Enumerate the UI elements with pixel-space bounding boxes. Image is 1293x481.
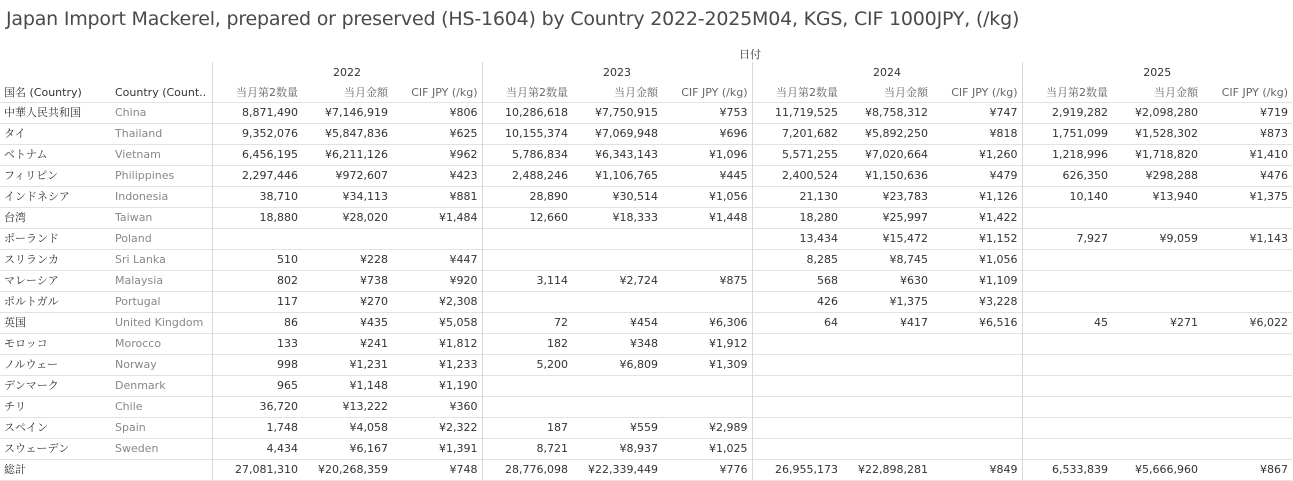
value-cell[interactable] xyxy=(1202,292,1292,313)
value-cell[interactable]: ¥18,333 xyxy=(572,208,662,229)
table-row xyxy=(0,271,1292,292)
measure-header[interactable]: CIF JPY (/kg) xyxy=(951,86,1018,99)
value-cell[interactable]: 3,114 xyxy=(482,271,572,292)
value-cell[interactable]: ¥719 xyxy=(1202,103,1292,124)
country-en-cell[interactable]: Portugal xyxy=(111,292,212,313)
value-cell[interactable]: ¥776 xyxy=(662,460,752,481)
table-row xyxy=(0,124,1292,145)
country-en-cell[interactable]: China xyxy=(111,103,212,124)
country-jp-cell[interactable]: チリ xyxy=(0,397,111,418)
value-cell[interactable]: ¥8,937 xyxy=(572,439,662,460)
table-row xyxy=(0,334,1292,355)
value-cell[interactable] xyxy=(752,355,842,376)
value-cell[interactable]: ¥3,228 xyxy=(932,292,1022,313)
value-cell[interactable]: 64 xyxy=(752,313,842,334)
value-cell[interactable]: ¥1,106,765 xyxy=(572,166,662,187)
value-cell[interactable]: ¥5,666,960 xyxy=(1112,460,1202,481)
value-cell[interactable] xyxy=(932,334,1022,355)
value-cell[interactable]: ¥6,516 xyxy=(932,313,1022,334)
value-cell[interactable]: 133 xyxy=(212,334,302,355)
value-cell[interactable]: ¥1,056 xyxy=(662,187,752,208)
value-cell[interactable]: 11,719,525 xyxy=(752,103,842,124)
value-cell[interactable] xyxy=(572,250,662,271)
value-cell[interactable]: ¥1,375 xyxy=(1202,187,1292,208)
value-cell[interactable]: ¥1,150,636 xyxy=(842,166,932,187)
country-en-cell[interactable]: Indonesia xyxy=(111,187,212,208)
value-cell[interactable] xyxy=(482,376,572,397)
value-cell[interactable]: 38,710 xyxy=(212,187,302,208)
value-cell[interactable]: 36,720 xyxy=(212,397,302,418)
measure-header[interactable]: CIF JPY (/kg) xyxy=(681,86,748,99)
crosstab-table xyxy=(0,62,1292,481)
country-en-cell[interactable]: Morocco xyxy=(111,334,212,355)
value-cell[interactable]: ¥1,143 xyxy=(1202,229,1292,250)
value-cell[interactable]: ¥1,126 xyxy=(932,187,1022,208)
country-jp-cell[interactable]: モロッコ xyxy=(0,334,111,355)
table-row xyxy=(0,355,1292,376)
measure-header[interactable]: CIF JPY (/kg) xyxy=(411,86,478,99)
country-en-cell[interactable]: Sweden xyxy=(111,439,212,460)
value-cell[interactable] xyxy=(752,334,842,355)
value-cell[interactable]: 965 xyxy=(212,376,302,397)
country-jp-cell[interactable]: 英国 xyxy=(0,313,111,334)
table-row xyxy=(0,166,1292,187)
country-en-cell[interactable]: Poland xyxy=(111,229,212,250)
value-cell[interactable]: ¥241 xyxy=(302,334,392,355)
measure-header[interactable]: 当月第2数量 xyxy=(482,84,572,103)
country-jp-cell[interactable]: スペイン xyxy=(0,418,111,439)
value-cell[interactable] xyxy=(1202,376,1292,397)
value-cell[interactable]: 28,890 xyxy=(482,187,572,208)
value-cell[interactable]: ¥2,308 xyxy=(392,292,482,313)
value-cell[interactable] xyxy=(752,418,842,439)
column-header-country-jp[interactable]: 国名 (Country) xyxy=(4,86,82,99)
country-jp-cell[interactable]: スウェーデン xyxy=(0,439,111,460)
value-cell[interactable]: ¥271 xyxy=(1112,313,1202,334)
value-cell[interactable]: ¥747 xyxy=(932,103,1022,124)
value-cell[interactable]: 426 xyxy=(752,292,842,313)
value-cell[interactable] xyxy=(1022,397,1112,418)
value-cell[interactable] xyxy=(482,229,572,250)
year-header-row xyxy=(0,62,1292,84)
value-cell[interactable]: ¥873 xyxy=(1202,124,1292,145)
value-cell[interactable]: ¥34,113 xyxy=(302,187,392,208)
value-cell[interactable] xyxy=(842,355,932,376)
value-cell[interactable]: 2,488,246 xyxy=(482,166,572,187)
value-cell[interactable] xyxy=(1022,292,1112,313)
value-cell[interactable]: 10,155,374 xyxy=(482,124,572,145)
table-row xyxy=(0,397,1292,418)
value-cell[interactable]: 2,297,446 xyxy=(212,166,302,187)
value-cell[interactable]: ¥8,758,312 xyxy=(842,103,932,124)
value-cell[interactable] xyxy=(1202,271,1292,292)
value-cell[interactable] xyxy=(482,397,572,418)
value-cell[interactable] xyxy=(1112,208,1202,229)
measure-header-row xyxy=(0,84,1292,103)
grand-total-row xyxy=(0,460,1292,481)
value-cell[interactable] xyxy=(1202,397,1292,418)
value-cell[interactable]: ¥1,448 xyxy=(662,208,752,229)
value-cell[interactable]: ¥13,222 xyxy=(302,397,392,418)
value-cell[interactable] xyxy=(752,397,842,418)
value-cell[interactable]: 568 xyxy=(752,271,842,292)
value-cell[interactable]: ¥881 xyxy=(392,187,482,208)
value-cell[interactable]: ¥454 xyxy=(572,313,662,334)
value-cell[interactable]: 10,140 xyxy=(1022,187,1112,208)
year-header: 2024 xyxy=(752,62,1022,84)
value-cell[interactable] xyxy=(1022,439,1112,460)
country-jp-cell[interactable]: ポーランド xyxy=(0,229,111,250)
value-cell[interactable]: ¥1,233 xyxy=(392,355,482,376)
value-cell[interactable] xyxy=(572,292,662,313)
country-jp-cell[interactable]: インドネシア xyxy=(0,187,111,208)
measure-header[interactable]: CIF JPY (/kg) xyxy=(1221,86,1288,99)
value-cell[interactable]: ¥1,718,820 xyxy=(1112,145,1202,166)
country-jp-cell[interactable]: マレーシア xyxy=(0,271,111,292)
value-cell[interactable] xyxy=(1022,376,1112,397)
value-cell[interactable]: ¥1,410 xyxy=(1202,145,1292,166)
value-cell[interactable]: 7,201,682 xyxy=(752,124,842,145)
value-cell[interactable]: 6,456,195 xyxy=(212,145,302,166)
value-cell[interactable]: ¥4,058 xyxy=(302,418,392,439)
country-en-cell[interactable]: Sri Lanka xyxy=(111,250,212,271)
value-cell[interactable]: 510 xyxy=(212,250,302,271)
measure-header[interactable]: 当月金額 xyxy=(1154,86,1198,99)
table-body xyxy=(0,103,1292,481)
value-cell[interactable]: 2,919,282 xyxy=(1022,103,1112,124)
value-cell[interactable] xyxy=(1022,271,1112,292)
value-cell[interactable] xyxy=(1112,418,1202,439)
value-cell[interactable]: 8,721 xyxy=(482,439,572,460)
value-cell[interactable]: ¥1,056 xyxy=(932,250,1022,271)
country-en-cell[interactable]: Norway xyxy=(111,355,212,376)
value-cell[interactable]: ¥7,750,915 xyxy=(572,103,662,124)
value-cell[interactable]: ¥625 xyxy=(392,124,482,145)
value-cell[interactable] xyxy=(1112,439,1202,460)
value-cell[interactable] xyxy=(1022,250,1112,271)
value-cell[interactable]: ¥1,096 xyxy=(662,145,752,166)
value-cell[interactable]: 182 xyxy=(482,334,572,355)
value-cell[interactable]: 18,280 xyxy=(752,208,842,229)
value-cell[interactable]: 802 xyxy=(212,271,302,292)
country-jp-cell[interactable]: タイ xyxy=(0,124,111,145)
value-cell[interactable] xyxy=(1022,334,1112,355)
table-row xyxy=(0,229,1292,250)
value-cell[interactable] xyxy=(662,229,752,250)
value-cell[interactable]: 998 xyxy=(212,355,302,376)
value-cell[interactable]: 9,352,076 xyxy=(212,124,302,145)
value-cell[interactable]: ¥445 xyxy=(662,166,752,187)
value-cell[interactable]: ¥28,020 xyxy=(302,208,392,229)
value-cell[interactable]: ¥30,514 xyxy=(572,187,662,208)
country-jp-cell[interactable]: デンマーク xyxy=(0,376,111,397)
value-cell[interactable]: ¥2,989 xyxy=(662,418,752,439)
value-cell[interactable]: ¥6,809 xyxy=(572,355,662,376)
measure-header[interactable]: 当月金額 xyxy=(884,86,928,99)
value-cell[interactable]: 1,218,996 xyxy=(1022,145,1112,166)
value-cell[interactable] xyxy=(302,229,392,250)
table-row xyxy=(0,439,1292,460)
table-row xyxy=(0,208,1292,229)
country-jp-cell[interactable]: フィリピン xyxy=(0,166,111,187)
value-cell[interactable]: ¥8,745 xyxy=(842,250,932,271)
country-en-cell[interactable]: Spain xyxy=(111,418,212,439)
value-cell[interactable]: ¥15,472 xyxy=(842,229,932,250)
value-cell[interactable]: ¥559 xyxy=(572,418,662,439)
page-title: Japan Import Mackerel, prepared or preserved (HS-1604) by Country 2022-2025M04, KGS, CIF 1000JPY, (/kg) xyxy=(6,8,1020,30)
value-cell[interactable]: ¥818 xyxy=(932,124,1022,145)
value-cell[interactable]: ¥417 xyxy=(842,313,932,334)
value-cell[interactable]: ¥348 xyxy=(572,334,662,355)
value-cell[interactable] xyxy=(1202,208,1292,229)
value-cell[interactable] xyxy=(1112,355,1202,376)
country-jp-cell[interactable]: スリランカ xyxy=(0,250,111,271)
table-row xyxy=(0,313,1292,334)
value-cell[interactable] xyxy=(212,229,302,250)
value-cell[interactable]: ¥479 xyxy=(932,166,1022,187)
value-cell[interactable]: ¥7,020,664 xyxy=(842,145,932,166)
value-cell[interactable] xyxy=(842,397,932,418)
value-cell[interactable]: 12,660 xyxy=(482,208,572,229)
value-cell[interactable]: ¥476 xyxy=(1202,166,1292,187)
value-cell[interactable] xyxy=(1112,334,1202,355)
value-cell[interactable]: ¥13,940 xyxy=(1112,187,1202,208)
value-cell[interactable] xyxy=(662,397,752,418)
value-cell[interactable]: ¥6,167 xyxy=(302,439,392,460)
value-cell[interactable]: 1,748 xyxy=(212,418,302,439)
value-cell[interactable]: ¥7,146,919 xyxy=(302,103,392,124)
value-cell[interactable]: 45 xyxy=(1022,313,1112,334)
value-cell[interactable]: ¥1,152 xyxy=(932,229,1022,250)
value-cell[interactable]: ¥920 xyxy=(392,271,482,292)
value-cell[interactable] xyxy=(662,292,752,313)
value-cell[interactable]: 28,776,098 xyxy=(482,460,572,481)
value-cell[interactable] xyxy=(932,418,1022,439)
value-cell[interactable]: ¥22,339,449 xyxy=(572,460,662,481)
value-cell[interactable] xyxy=(1022,355,1112,376)
measure-header[interactable]: 当月金額 xyxy=(614,86,658,99)
value-cell[interactable]: ¥228 xyxy=(302,250,392,271)
country-en-cell[interactable]: Chile xyxy=(111,397,212,418)
country-en-cell[interactable]: United Kingdom xyxy=(111,313,212,334)
value-cell[interactable] xyxy=(572,229,662,250)
value-cell[interactable]: ¥1,422 xyxy=(932,208,1022,229)
table-row xyxy=(0,376,1292,397)
value-cell[interactable] xyxy=(1202,439,1292,460)
value-cell[interactable] xyxy=(752,376,842,397)
table-row xyxy=(0,250,1292,271)
value-cell[interactable]: ¥1,391 xyxy=(392,439,482,460)
value-cell[interactable]: ¥1,375 xyxy=(842,292,932,313)
value-cell[interactable]: ¥849 xyxy=(932,460,1022,481)
value-cell[interactable] xyxy=(932,397,1022,418)
country-en-cell[interactable]: Denmark xyxy=(111,376,212,397)
value-cell[interactable]: 8,871,490 xyxy=(212,103,302,124)
value-cell[interactable] xyxy=(572,397,662,418)
value-cell[interactable] xyxy=(1202,355,1292,376)
value-cell[interactable]: ¥298,288 xyxy=(1112,166,1202,187)
value-cell[interactable]: ¥1,528,302 xyxy=(1112,124,1202,145)
value-cell[interactable]: 8,285 xyxy=(752,250,842,271)
value-cell[interactable]: ¥25,997 xyxy=(842,208,932,229)
value-cell[interactable]: ¥20,268,359 xyxy=(302,460,392,481)
value-cell[interactable] xyxy=(1202,418,1292,439)
value-cell[interactable]: 7,927 xyxy=(1022,229,1112,250)
value-cell[interactable]: 2,400,524 xyxy=(752,166,842,187)
year-header: 2025 xyxy=(1022,62,1292,84)
value-cell[interactable]: 10,286,618 xyxy=(482,103,572,124)
value-cell[interactable]: 13,434 xyxy=(752,229,842,250)
value-cell[interactable]: ¥696 xyxy=(662,124,752,145)
value-cell[interactable] xyxy=(1112,271,1202,292)
value-cell[interactable] xyxy=(392,229,482,250)
value-cell[interactable]: ¥875 xyxy=(662,271,752,292)
value-cell[interactable] xyxy=(1202,334,1292,355)
value-cell[interactable]: ¥1,109 xyxy=(932,271,1022,292)
value-cell[interactable]: 18,880 xyxy=(212,208,302,229)
value-cell[interactable] xyxy=(1112,292,1202,313)
country-en-cell[interactable]: Malaysia xyxy=(111,271,212,292)
value-cell[interactable]: ¥1,812 xyxy=(392,334,482,355)
value-cell[interactable]: ¥6,306 xyxy=(662,313,752,334)
value-cell[interactable] xyxy=(482,292,572,313)
measure-header[interactable]: 当月第2数量 xyxy=(752,84,842,103)
value-cell[interactable] xyxy=(1112,250,1202,271)
value-cell[interactable]: ¥2,098,280 xyxy=(1112,103,1202,124)
value-cell[interactable]: ¥2,724 xyxy=(572,271,662,292)
value-cell[interactable] xyxy=(932,439,1022,460)
value-cell[interactable] xyxy=(572,376,662,397)
value-cell[interactable] xyxy=(932,376,1022,397)
country-en-cell[interactable]: Philippines xyxy=(111,166,212,187)
value-cell[interactable]: ¥270 xyxy=(302,292,392,313)
value-cell[interactable]: ¥5,892,250 xyxy=(842,124,932,145)
value-cell[interactable] xyxy=(482,250,572,271)
value-cell[interactable]: ¥6,022 xyxy=(1202,313,1292,334)
value-cell[interactable]: ¥1,260 xyxy=(932,145,1022,166)
table-row xyxy=(0,418,1292,439)
column-header-country-en[interactable]: Country (Count.. xyxy=(115,86,207,99)
value-cell[interactable]: ¥867 xyxy=(1202,460,1292,481)
value-cell[interactable]: 5,571,255 xyxy=(752,145,842,166)
value-cell[interactable]: 5,200 xyxy=(482,355,572,376)
value-cell[interactable] xyxy=(842,418,932,439)
value-cell[interactable]: ¥423 xyxy=(392,166,482,187)
value-cell[interactable] xyxy=(842,439,932,460)
value-cell[interactable]: ¥6,343,143 xyxy=(572,145,662,166)
value-cell[interactable]: 117 xyxy=(212,292,302,313)
measure-header[interactable]: 当月第2数量 xyxy=(1022,84,1112,103)
value-cell[interactable]: 86 xyxy=(212,313,302,334)
table-row xyxy=(0,145,1292,166)
value-cell[interactable]: ¥23,783 xyxy=(842,187,932,208)
value-cell[interactable] xyxy=(1112,376,1202,397)
value-cell[interactable]: ¥1,025 xyxy=(662,439,752,460)
value-cell[interactable]: ¥22,898,281 xyxy=(842,460,932,481)
value-cell[interactable]: 4,434 xyxy=(212,439,302,460)
value-cell[interactable]: ¥962 xyxy=(392,145,482,166)
value-cell[interactable] xyxy=(662,250,752,271)
value-cell[interactable]: 626,350 xyxy=(1022,166,1112,187)
value-cell[interactable]: ¥1,231 xyxy=(302,355,392,376)
country-jp-cell[interactable]: ポルトガル xyxy=(0,292,111,313)
value-cell[interactable]: ¥5,058 xyxy=(392,313,482,334)
country-en-cell[interactable]: Thailand xyxy=(111,124,212,145)
value-cell[interactable]: ¥806 xyxy=(392,103,482,124)
value-cell[interactable] xyxy=(1202,250,1292,271)
table-row xyxy=(0,187,1292,208)
country-en-cell[interactable]: Taiwan xyxy=(111,208,212,229)
value-cell[interactable]: ¥2,322 xyxy=(392,418,482,439)
value-cell[interactable] xyxy=(1022,418,1112,439)
value-cell[interactable] xyxy=(752,439,842,460)
value-cell[interactable] xyxy=(662,376,752,397)
year-header: 2022 xyxy=(212,62,482,84)
value-cell[interactable]: ¥1,912 xyxy=(662,334,752,355)
country-en-cell[interactable] xyxy=(111,460,212,481)
value-cell[interactable]: ¥738 xyxy=(302,271,392,292)
measure-header[interactable]: 当月金額 xyxy=(344,86,388,99)
value-cell[interactable]: ¥9,059 xyxy=(1112,229,1202,250)
value-cell[interactable]: 1,751,099 xyxy=(1022,124,1112,145)
value-cell[interactable]: 26,955,173 xyxy=(752,460,842,481)
table-row xyxy=(0,292,1292,313)
country-jp-cell[interactable]: 中華人民共和国 xyxy=(0,103,111,124)
value-cell[interactable]: 21,130 xyxy=(752,187,842,208)
year-header: 2023 xyxy=(482,62,752,84)
value-cell[interactable] xyxy=(842,376,932,397)
value-cell[interactable]: ¥1,190 xyxy=(392,376,482,397)
value-cell[interactable]: ¥972,607 xyxy=(302,166,392,187)
value-cell[interactable]: ¥1,484 xyxy=(392,208,482,229)
value-cell[interactable]: ¥753 xyxy=(662,103,752,124)
value-cell[interactable] xyxy=(842,334,932,355)
value-cell[interactable]: 187 xyxy=(482,418,572,439)
table-row xyxy=(0,103,1292,124)
measure-header[interactable]: 当月第2数量 xyxy=(212,84,302,103)
value-cell[interactable]: ¥7,069,948 xyxy=(572,124,662,145)
value-cell[interactable]: ¥435 xyxy=(302,313,392,334)
value-cell[interactable]: ¥6,211,126 xyxy=(302,145,392,166)
country-en-cell[interactable]: Vietnam xyxy=(111,145,212,166)
value-cell[interactable]: ¥748 xyxy=(392,460,482,481)
value-cell[interactable]: ¥630 xyxy=(842,271,932,292)
value-cell[interactable]: 6,533,839 xyxy=(1022,460,1112,481)
country-jp-cell[interactable]: 台湾 xyxy=(0,208,111,229)
value-cell[interactable]: ¥5,847,836 xyxy=(302,124,392,145)
value-cell[interactable]: 72 xyxy=(482,313,572,334)
value-cell[interactable] xyxy=(1022,208,1112,229)
date-column-header: 日付 xyxy=(739,48,761,61)
country-jp-cell[interactable]: ベトナム xyxy=(0,145,111,166)
value-cell[interactable]: ¥360 xyxy=(392,397,482,418)
value-cell[interactable]: ¥1,148 xyxy=(302,376,392,397)
value-cell[interactable] xyxy=(932,355,1022,376)
value-cell[interactable]: ¥1,309 xyxy=(662,355,752,376)
value-cell[interactable]: 5,786,834 xyxy=(482,145,572,166)
value-cell[interactable] xyxy=(1112,397,1202,418)
country-jp-cell[interactable]: ノルウェー xyxy=(0,355,111,376)
country-jp-cell[interactable]: 総計 xyxy=(0,460,111,481)
value-cell[interactable]: 27,081,310 xyxy=(212,460,302,481)
value-cell[interactable]: ¥447 xyxy=(392,250,482,271)
